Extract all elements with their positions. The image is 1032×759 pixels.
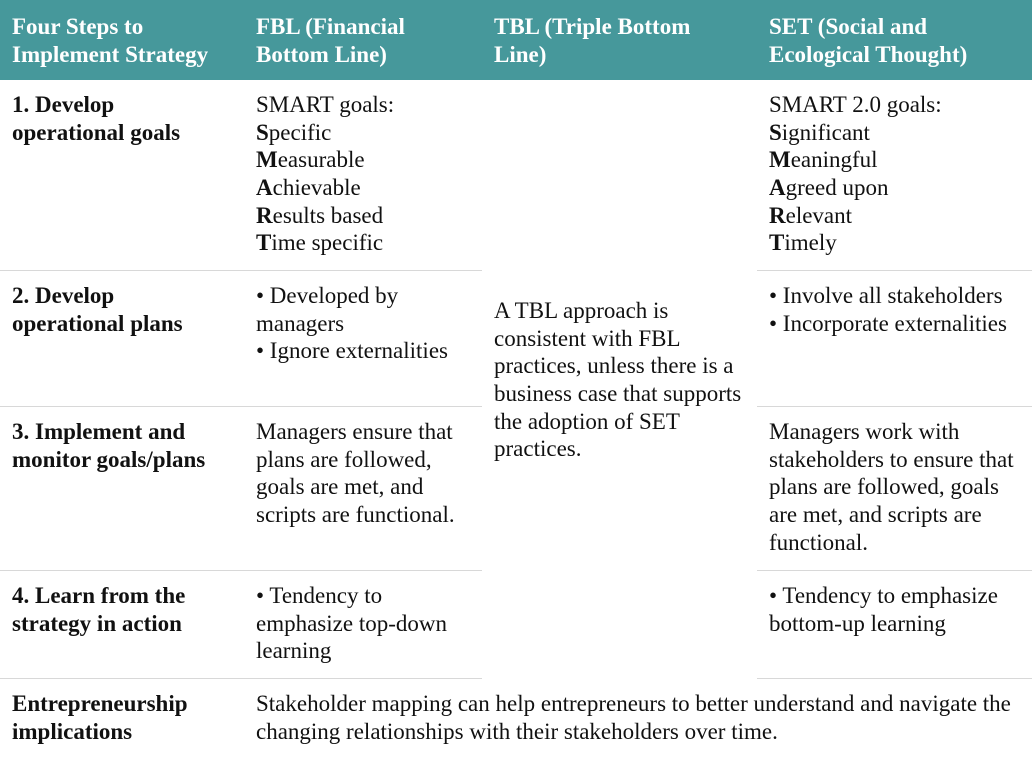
fbl-goal-item: Measurable [256,147,365,173]
footer-label: Entrepreneurship implications [12,691,188,744]
set-goal-item: Significant [769,119,870,145]
table-row [0,80,1032,271]
set-goal-item: Timely [769,230,837,256]
footer-row [0,679,1032,759]
set-plan-bullet: • Involve all stakeholders [769,283,1003,309]
set-plan-bullet: • Incorporate externalities [769,310,1007,336]
set-learn: • Tendency to emphasize bottom-up learning [757,571,1032,679]
tbl-approach-text: A TBL approach is consistent with FBL practices, unless there is a business case that supports the adoption of SET practices. [494,298,742,462]
set-smart-goals [757,80,1032,271]
set-goal-item: Agreed upon [769,174,889,200]
set-goals-intro: SMART 2.0 goals: [769,92,942,118]
set-goal-item: Relevant [769,202,853,228]
fbl-learn: • Tendency to emphasize top-down learning [244,571,482,679]
set-implement: Managers work with stakeholders to ensure that plans are followed, goals are met, and scripts are functional. [757,407,1032,571]
step-label: 1. Develop operational goals [0,80,244,271]
header-row [0,0,1032,80]
footer-text: Stakeholder mapping can help entrepreneurs to better understand and navigate the changing relationships with their stakeholders over time. [256,691,1011,744]
fbl-plan-bullet: • Developed by managers [256,283,399,336]
fbl-plans [244,271,482,407]
header-tbl: TBL (Triple Bottom Line) [482,0,757,80]
fbl-smart-goals [244,80,482,271]
step-label: 4. Learn from the strategy in action [0,571,244,679]
fbl-implement: Managers ensure that plans are followed, goals are met, and scripts are functional. [244,407,482,571]
fbl-goal-item: Time specific [256,230,384,256]
step-label: 2. Develop operational plans [0,271,244,407]
set-goal-item: Meaningful [769,147,878,173]
step-label: 3. Implement and monitor goals/plans [0,407,244,571]
fbl-goal-item: Achievable [256,174,361,200]
header-fbl: FBL (Financial Bottom Line) [244,0,482,80]
header-four-steps: Four Steps to Implement Strategy [0,0,244,80]
set-plans [757,271,1032,407]
fbl-goals-intro: SMART goals: [256,92,395,118]
fbl-goal-item: Results based [256,202,384,228]
fbl-goal-item: Specific [256,119,332,145]
fbl-plan-bullet: • Ignore externalities [256,338,448,364]
header-set: SET (Social and Ecological Thought) [757,0,1032,80]
